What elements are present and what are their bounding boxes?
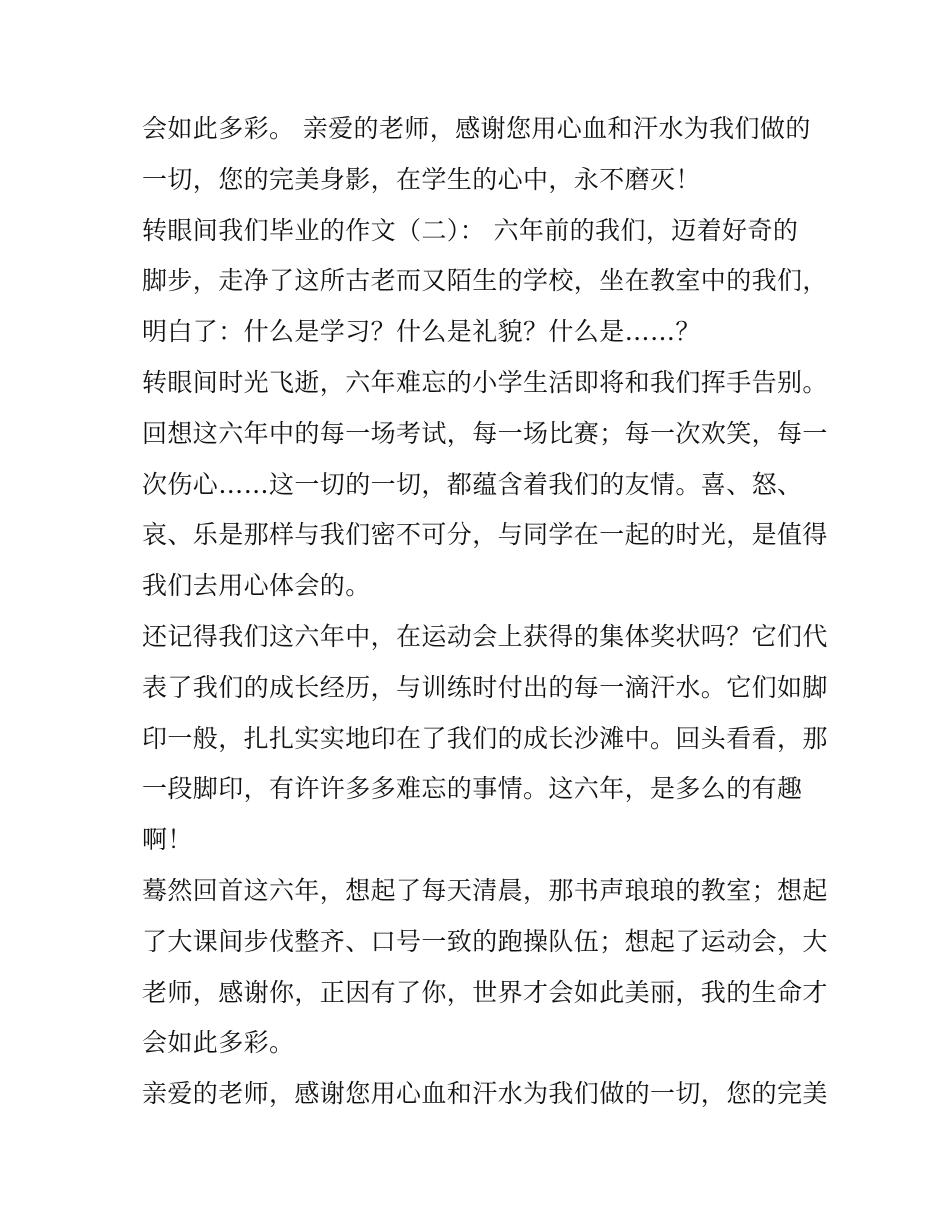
essay-body	[142, 104, 828, 1120]
text-line: 明白了：什么是学习？什么是礼貌？什么是……？	[142, 317, 701, 347]
text-line: 一切，您的完美身影，在学生的心中，永不磨灭！	[142, 164, 701, 194]
text-line: 转眼间时光飞逝，六年难忘的小学生活即将和我们挥手告别。	[142, 367, 828, 397]
text-line: 哀、乐是那样与我们密不可分，与同学在一起的时光，是值得	[142, 520, 828, 550]
text-line: 次伤心……这一切的一切，都蕴含着我们的友情。喜、怒、	[142, 469, 803, 499]
text-line: 亲爱的老师，感谢您用心血和汗水为我们做的一切，您的完美	[142, 1079, 828, 1109]
text-line: 会如此多彩。 亲爱的老师，感谢您用心血和汗水为我们做的	[142, 114, 811, 143]
text-line: 蓦然回首这六年，想起了每天清晨，那书声琅琅的教室；想起	[142, 875, 828, 905]
text-line: 表了我们的成长经历，与训练时付出的每一滴汗水。它们如脚	[142, 672, 828, 702]
text-line: 一段脚印，有许许多多难忘的事情。这六年，是多么的有趣	[142, 774, 803, 804]
text-line: 我们去用心体会的。	[142, 571, 371, 601]
text-line: 会如此多彩。	[142, 1028, 295, 1058]
text-line: 转眼间我们毕业的作文（二）： 六年前的我们，迈着好奇的	[142, 215, 799, 245]
text-line: 老师，感谢你，正因有了你，世界才会如此美丽，我的生命才	[142, 977, 828, 1007]
text-line: 回想这六年中的每一场考试，每一场比赛；每一次欢笑，每一	[142, 418, 828, 448]
text-line: 啊！	[142, 825, 193, 855]
text-line: 脚步，走净了这所古老而又陌生的学校，坐在教室中的我们，	[142, 266, 828, 296]
text-line: 了大课间步伐整齐、口号一致的跑操队伍；想起了运动会，大	[142, 926, 828, 956]
text-line: 印一般，扎扎实实地印在了我们的成长沙滩中。回头看看，那	[142, 723, 828, 753]
text-line: 还记得我们这六年中，在运动会上获得的集体奖状吗？它们代	[142, 621, 828, 651]
